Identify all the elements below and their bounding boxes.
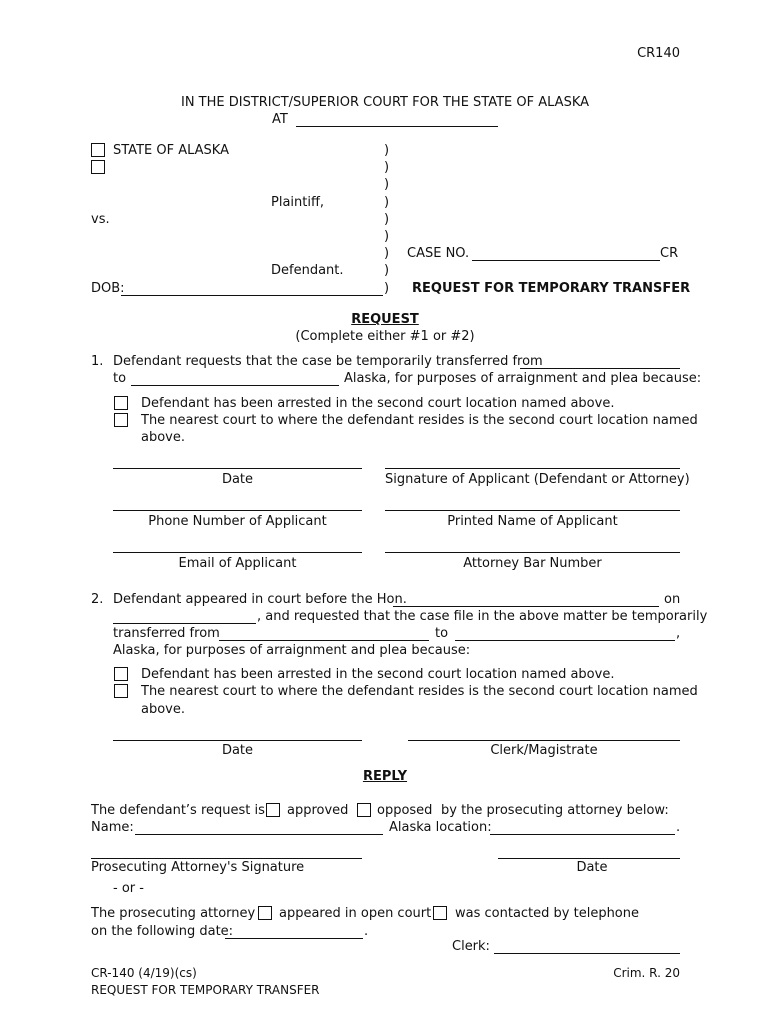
- item1-number: 1.: [91, 354, 104, 369]
- request-heading: REQUEST: [351, 312, 419, 327]
- phone-number-label: Phone Number of Applicant: [148, 514, 327, 529]
- item2-nearest-court-checkbox[interactable]: [114, 684, 128, 698]
- item1-line1: Defendant requests that the case be temporarily transferred from: [113, 354, 543, 369]
- clerk-magistrate-field[interactable]: [408, 740, 680, 741]
- item2-number: 2.: [91, 592, 104, 607]
- clerk-label: Clerk:: [452, 939, 490, 954]
- state-of-alaska-label: STATE OF ALASKA: [113, 143, 229, 158]
- item1-nearest-court-text: The nearest court to where the defendant resides is the second court location named: [141, 413, 698, 428]
- item2-date-label: Date: [221, 743, 254, 758]
- reply-heading: REPLY: [362, 769, 408, 784]
- caption-paren: ): [384, 229, 390, 244]
- item1-arrested-text: Defendant has been arrested in the second court location named above.: [141, 396, 615, 411]
- court-location-field[interactable]: [296, 126, 498, 127]
- item2-line2: , and requested that the case file in the above matter be temporarily: [257, 609, 708, 624]
- opposed-label: opposed: [377, 803, 433, 818]
- dob-label: DOB:: [91, 281, 125, 296]
- dob-field[interactable]: [121, 295, 383, 296]
- item2-on-label: on: [664, 592, 681, 607]
- footer-form-name: REQUEST FOR TEMPORARY TRANSFER: [91, 983, 320, 997]
- phone-number-field[interactable]: [113, 510, 362, 511]
- prosecuting-attorney-label: The prosecuting attorney: [91, 906, 256, 921]
- footer-rule: Crim. R. 20: [613, 966, 680, 980]
- item2-nearest-court-text: The nearest court to where the defendant resides is the second court location named: [141, 684, 698, 699]
- appeared-label: appeared in open court: [279, 906, 432, 921]
- item2-arrested-checkbox[interactable]: [114, 667, 128, 681]
- item1-to-court-field[interactable]: [131, 385, 339, 386]
- item1-to-label: to: [113, 371, 127, 386]
- printed-name-field[interactable]: [385, 510, 680, 511]
- item1-date-label: Date: [221, 472, 254, 487]
- case-suffix: CR: [660, 246, 679, 261]
- reply-date-label: Date: [576, 860, 608, 875]
- item2-line1: Defendant appeared in court before the Hon.: [113, 592, 407, 607]
- caption-paren: ): [384, 195, 390, 210]
- alaska-location-label: Alaska location:: [389, 820, 492, 835]
- caption-paren: ): [384, 177, 390, 192]
- bar-number-label: Attorney Bar Number: [463, 556, 602, 571]
- item1-signature-label: Signature of Applicant (Defendant or Attorney): [385, 472, 690, 487]
- item1-line2: Alaska, for purposes of arraignment and plea because:: [344, 371, 702, 386]
- item2-to-court-field[interactable]: [455, 640, 675, 641]
- caption-paren: ): [384, 281, 390, 296]
- by-prosecutor-label: by the prosecuting attorney below:: [441, 803, 669, 818]
- item2-to-label: to: [435, 626, 449, 641]
- bar-number-field[interactable]: [385, 552, 680, 553]
- or-label: - or -: [113, 881, 144, 896]
- opposed-checkbox[interactable]: [357, 803, 371, 817]
- item1-from-court-field[interactable]: [520, 368, 680, 369]
- plaintiff-label: Plaintiff,: [271, 195, 325, 210]
- item1-signature-field[interactable]: [385, 468, 680, 469]
- following-date-field[interactable]: [225, 938, 363, 939]
- judge-name-field[interactable]: [393, 606, 659, 607]
- prosecutor-signature-field[interactable]: [91, 858, 362, 859]
- state-of-alaska-checkbox[interactable]: [91, 143, 105, 157]
- defendant-label: Defendant.: [271, 263, 344, 278]
- other-plaintiff-checkbox[interactable]: [91, 160, 105, 174]
- footer-form-id: CR-140 (4/19)(cs): [91, 966, 197, 980]
- location-period: .: [676, 820, 681, 835]
- contacted-label: was contacted by telephone: [455, 906, 639, 921]
- caption-paren: ): [384, 212, 390, 227]
- vs-label: vs.: [91, 212, 110, 227]
- alaska-location-field[interactable]: [490, 834, 675, 835]
- contacted-checkbox[interactable]: [433, 906, 447, 920]
- email-label: Email of Applicant: [178, 556, 297, 571]
- caption-paren: ): [384, 263, 390, 278]
- approved-label: approved: [287, 803, 349, 818]
- approved-checkbox[interactable]: [266, 803, 280, 817]
- item1-nearest-court-text-cont: above.: [141, 430, 185, 445]
- prosecutor-signature-label: Prosecuting Attorney's Signature: [91, 860, 305, 875]
- item1-nearest-court-checkbox[interactable]: [114, 413, 128, 427]
- item2-nearest-court-text-cont: above.: [141, 702, 185, 717]
- appearance-date-field[interactable]: [113, 623, 256, 624]
- item2-comma: ,: [676, 626, 681, 641]
- item1-date-field[interactable]: [113, 468, 362, 469]
- email-field[interactable]: [113, 552, 362, 553]
- caption-paren: ): [384, 160, 390, 175]
- item2-date-field[interactable]: [113, 740, 362, 741]
- at-label: AT: [272, 112, 288, 127]
- clerk-field[interactable]: [494, 953, 680, 954]
- item2-arrested-text: Defendant has been arrested in the second court location named above.: [141, 667, 615, 682]
- caption-paren: ): [384, 246, 390, 261]
- request-instruction: (Complete either #1 or #2): [295, 329, 475, 344]
- following-date-label: on the following date:: [91, 924, 234, 939]
- court-title: IN THE DISTRICT/SUPERIOR COURT FOR THE STATE OF ALASKA: [180, 95, 590, 110]
- item2-from-court-field[interactable]: [219, 640, 429, 641]
- caption-paren: ): [384, 143, 390, 158]
- printed-name-label: Printed Name of Applicant: [447, 514, 618, 529]
- clerk-magistrate-label: Clerk/Magistrate: [490, 743, 598, 758]
- name-label: Name:: [91, 820, 134, 835]
- case-number-field[interactable]: [472, 260, 660, 261]
- following-date-period: .: [364, 924, 369, 939]
- document-title: REQUEST FOR TEMPORARY TRANSFER: [412, 281, 691, 296]
- item1-arrested-checkbox[interactable]: [114, 396, 128, 410]
- request-is-label: The defendant’s request is: [91, 803, 265, 818]
- reply-date-field[interactable]: [498, 858, 680, 859]
- form-code: CR140: [637, 46, 680, 61]
- prosecutor-name-field[interactable]: [135, 834, 383, 835]
- case-no-label: CASE NO.: [407, 246, 470, 261]
- appeared-checkbox[interactable]: [258, 906, 272, 920]
- transferred-from-label: transferred from: [113, 626, 220, 641]
- item2-line4: Alaska, for purposes of arraignment and plea because:: [113, 643, 471, 658]
